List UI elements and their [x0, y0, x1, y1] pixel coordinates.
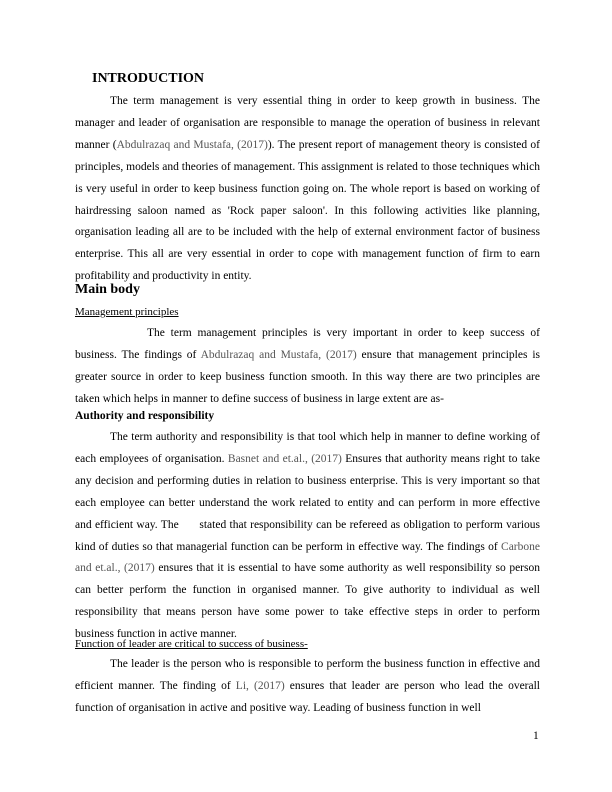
page-number: 1	[533, 730, 539, 742]
citation: Basnet and et.al., (2017)	[227, 452, 342, 465]
introduction-heading: INTRODUCTION	[92, 71, 205, 86]
citation: Li, (2017)	[235, 679, 285, 692]
leader-function-paragraph: The leader is the person who is responsible to perform the business function in effective and efficient manner. The finding of Li, (2017) ensures that leader are person who lead the overall function of organisation in active and positive way. Leading of business function in well	[75, 658, 540, 714]
main-body-heading: Main body	[75, 282, 140, 297]
management-principles-paragraph: The term management principles is very important in order to keep success of business. The findings of Abdulrazaq and Mustafa, (2017) ensure that management principles is greater source in order to keep business function smooth. In this way there are two principles are taken which helps in manner to define success of business in large extent are as-	[75, 327, 540, 405]
management-principles-subheading: Management principles	[75, 306, 179, 318]
citation: Abdulrazaq and Mustafa, (2017)	[116, 138, 268, 151]
introduction-paragraph: The term management is very essential thing in order to keep growth in business. The manager and leader of organisation are responsible to manage the operation of business in relevant manner (Abdulrazaq and Mustafa, (2017)). The present report of management theory is consisted of principles, models and theories of management. This assignment is related to those techniques which is very useful in order to keep business function going on. The whole report is based on working of hairdressing saloon named as 'Rock paper saloon'. In this following activities like planning, organisation leading all are to be included with the help of external environment factor of business enterprise. This all are very essential in order to cope with management function of firm to earn profitability and productivity in entity.	[75, 95, 540, 283]
authority-responsibility-heading: Authority and responsibility	[75, 410, 215, 422]
citation: Carbone and et.al., (2017)	[75, 540, 540, 575]
citation: Abdulrazaq and Mustafa, (2017)	[200, 348, 357, 361]
authority-responsibility-paragraph: The term authority and responsibility is that tool which help in manner to define working of each employees of organisation. Basnet and et.al., (2017) Ensures that authority means right to take any decision and performing duties in relation to business enterprise. This is very important so that each employee can better understand the work related to entity and can perform in more effective and efficient way. The stated that responsibility can be refereed as obligation to perform various kind of duties so that managerial function can be perform in effective way. The findings of Carbone and et.al., (2017) ensures that it is essential to have some authority as well responsibility so person can better perform the function in organised manner. To give authority to individual as well responsibility that means person have some power to take effective steps in order to perform business function in active manner.	[75, 431, 540, 641]
leader-function-subheading: Function of leader are critical to success of business-	[75, 638, 308, 650]
